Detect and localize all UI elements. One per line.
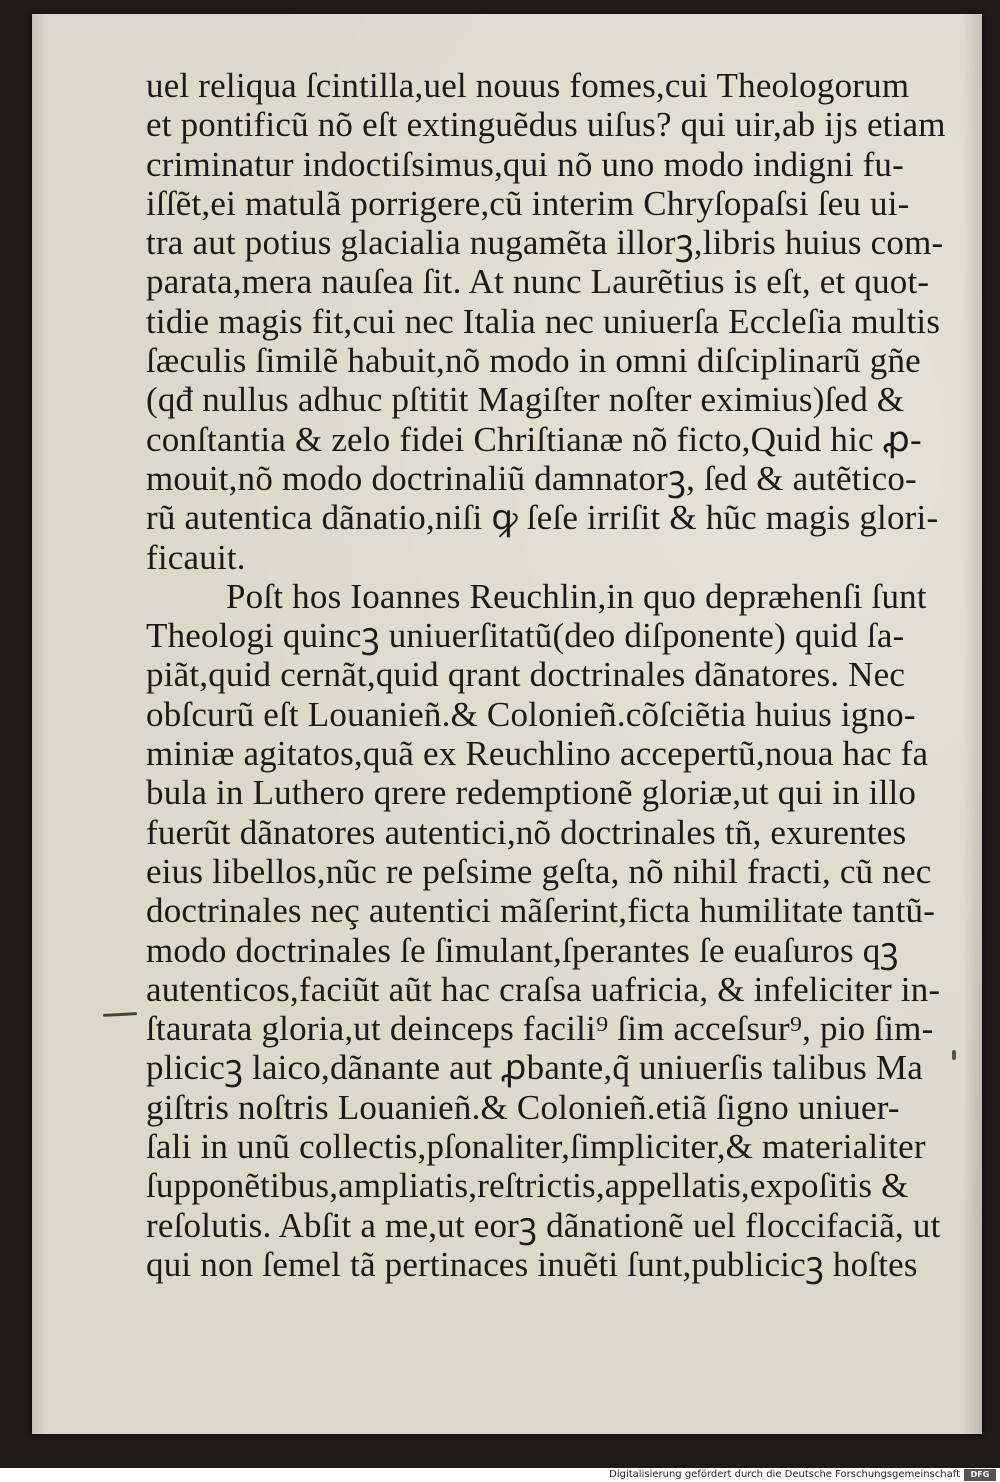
text-line: bula in Luthero qrere redemptionẽ gloriæ,ut qui in illo bbox=[146, 773, 917, 813]
text-line: et pontificũ nõ eſt extinguẽdus uiſus? qui uir,ab ijs etiam bbox=[146, 105, 946, 145]
text-line: iſſẽt,ei matulã porrigere,cũ interim Chryſopaſsi ſeu ui- bbox=[146, 183, 910, 223]
text-line: tra aut potius glacialia nugamẽta illorꝫ,libris huius com- bbox=[146, 223, 944, 263]
text-line: ficauit. bbox=[146, 537, 246, 577]
text-line: fuerũt dãnatores autentici,nõ doctrinales tñ, exurentes bbox=[146, 812, 907, 852]
paragraph-start-line: Poſt hos Ioannes Reuchlin,in quo depræhenſi ſunt bbox=[226, 576, 927, 616]
text-line: obſcurũ eſt Louanieñ.& Colonieñ.cõſciẽtia huius igno- bbox=[146, 694, 916, 734]
text-line: tidie magis fit,cui nec Italia nec uniuerſa Eccleſia multis bbox=[146, 301, 941, 341]
text-line: mouit,nõ modo doctrinaliũ damnatorꝫ, ſed & autẽtico- bbox=[146, 458, 917, 498]
text-line: piãt,quid cernãt,quid qrant doctrinales dãnatores. Nec bbox=[146, 655, 906, 695]
text-line: Theologi quincꝫ uniuerſitatũ(deo diſponente) quid ſa- bbox=[146, 616, 905, 656]
text-line: criminatur indoctiſsimus,qui nõ uno modo indigni fu- bbox=[146, 144, 904, 184]
margin-dot bbox=[952, 1050, 956, 1060]
text-line: qui non ſemel tã pertinaces inuẽti ſunt,publicicꝫ hoſtes bbox=[146, 1244, 918, 1284]
text-line: miniæ agitatos,quã ex Reuchlino accepertũ,noua hac fa bbox=[146, 734, 929, 774]
text-line: reſolutis. Abſit a me,ut eorꝫ dãnationẽ uel floccifaciã, ut bbox=[146, 1205, 941, 1245]
text-line: rũ autentica dãnatio,niſi ꝙ ſeſe irriſit & hũc magis glori- bbox=[146, 498, 939, 538]
text-line: parata,mera nauſea ſit. At nunc Laurẽtius is eſt, et quot- bbox=[146, 262, 930, 302]
text-line: conſtantia & zelo fidei Chriſtianæ nõ ficto,Quid hic ꝓ- bbox=[146, 419, 922, 459]
footer-credit: Digitalisierung gefördert durch die Deutsche Forschungsgemeinschaft bbox=[609, 1469, 960, 1480]
text-line: plicicꝫ laico,dãnante aut ꝓbante,q̃ uniuerſis talibus Ma bbox=[146, 1048, 923, 1088]
text-line: (qđ nullus adhuc pſtitit Magiſter noſter eximius)ſed & bbox=[146, 380, 905, 420]
text-line: ſupponẽtibus,ampliatis,reſtrictis,appellatis,expoſitis & bbox=[146, 1166, 909, 1206]
footer bbox=[0, 1468, 1000, 1482]
text-line: uel reliqua ſcintilla,uel nouus fomes,cui Theologorum bbox=[146, 66, 910, 105]
text-line: eius libellos,nũc re peſsime geſta, nõ nihil fracti, cũ nec bbox=[146, 851, 932, 891]
text-line: ſali in unũ collectis,pſonaliter,ſimpliciter,& materialiter bbox=[146, 1127, 926, 1167]
text-line: ſtaurata gloria,ut deinceps facili⁹ ſim acceſsur⁹, pio ſim- bbox=[146, 1009, 934, 1049]
text-line: autenticos,faciũt aũt hac craſsa uafricia, & infeliciter in- bbox=[146, 969, 941, 1009]
text-line: modo doctrinales ſe ſimulant,ſperantes ſe euaſuros qꝫ bbox=[146, 930, 899, 970]
page-text bbox=[146, 66, 966, 1284]
dfg-logo: DFG bbox=[964, 1469, 996, 1481]
text-line: giſtris noſtris Louanieñ.& Colonieñ.etiã ſigno uniuer- bbox=[146, 1087, 900, 1127]
text-line: ſæculis ſimilẽ habuit,nõ modo in omni diſciplinarũ gñe bbox=[146, 341, 921, 381]
text-line: doctrinales neç autentici mãſerint,ficta humilitate tantũ- bbox=[146, 891, 936, 931]
